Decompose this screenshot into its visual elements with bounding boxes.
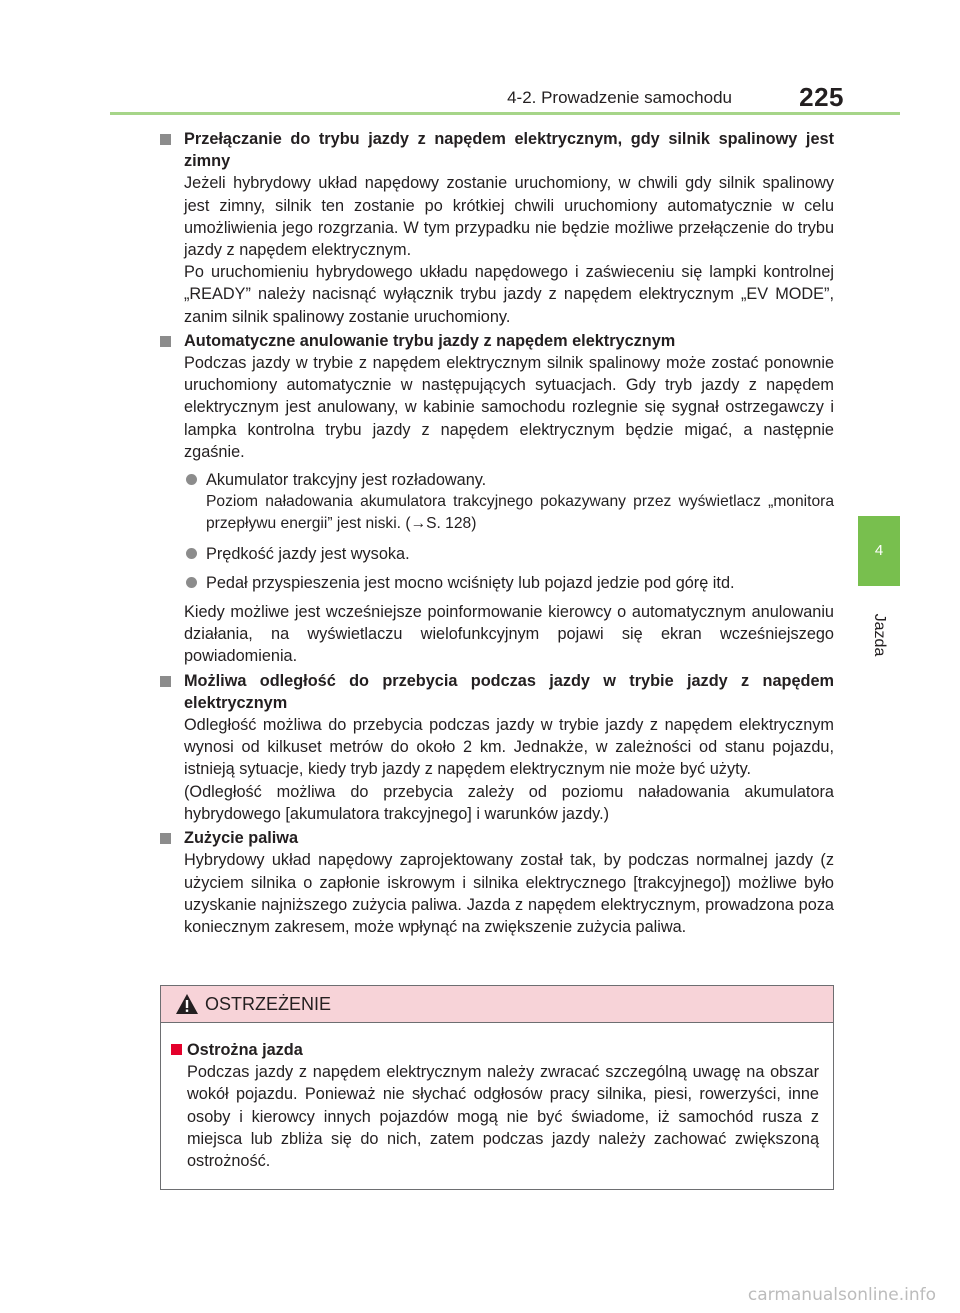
paragraph: Hybrydowy układ napędowy zaprojektowany został tak, by podczas normalnej jazdy (z użyciem silnika o zapłonie iskrowym i silnika elektrycznego [trakcyjnego]) możliwe było uzyskanie najniższego zużycia paliwa. Jazda z napędem elektrycznym, prowadzona poza koniecznym zakresem, może wpłynąć na zwiększenie zużycia paliwa. (184, 851, 834, 936)
paragraph: Po uruchomieniu hybrydowego układu napędowego i zaświeceniu się lampki kontrolnej „READY” należy nacisnąć wyłącznik trybu jazdy z napędem elektrycznym „EV MODE”, zanim silnik spalinowy zostanie uruchomiony. (184, 263, 834, 326)
page-content (160, 128, 834, 940)
red-square-bullet-icon (171, 1044, 182, 1055)
round-bullet-icon (186, 577, 197, 588)
section-title: Możliwa odległość do przebycia podczas jazdy w trybie jazdy z napędem elektrycznym (184, 671, 834, 712)
list-item (184, 469, 834, 536)
watermark: carmanualsonline.info (747, 1285, 936, 1305)
section-title: Zużycie paliwa (184, 829, 299, 848)
warning-header (161, 986, 833, 1023)
chapter-tab: 4 (858, 516, 900, 586)
warning-label: OSTRZEŻENIE (205, 994, 332, 1014)
warning-triangle-icon (175, 993, 199, 1015)
section-ev-range (160, 670, 834, 825)
round-bullet-icon (186, 474, 197, 485)
chapter-title: 4-2. Prowadzenie samochodu (507, 88, 732, 107)
square-bullet-icon (160, 336, 171, 347)
list-item-text: Pedał przyspieszenia jest mocno wciśnięty lub pojazd jedzie pod górę itd. (206, 573, 735, 592)
list-item (184, 572, 834, 594)
paragraph: (Odległość możliwa do przebycia zależy od poziomu naładowania akumulatora hybrydowego [akumulatora trakcyjnego] i warunków jazdy.) (184, 782, 834, 823)
square-bullet-icon (160, 676, 171, 687)
list-item (184, 543, 834, 565)
section-ev-cold-engine (160, 128, 834, 328)
section-title: Automatyczne anulowanie trybu jazdy z napędem elektrycznym (184, 331, 676, 350)
warning-body (161, 1023, 833, 1172)
warning-text: Podczas jazdy z napędem elektrycznym należy zwracać szczególną uwagę na obszar wokół pojazdu. Ponieważ nie słychać odgłosów pracy silnika, piesi, rowerzyści, inne osoby i kierowcy innych pojazdów mogą nie być świadome, iż samochód rusza z miejsca lub zbliża się do nich, zatem podczas jazdy należy zachować zwiększoną ostrożność. (187, 1063, 819, 1171)
paragraph: Jeżeli hybrydowy układ napędowy zostanie uruchomiony, w chwili gdy silnik spalinowy jest zimny, silnik ten zostanie po krótkiej chwili uruchomiony automatycznie w celu umożliwienia jego rozgrzania. W tym przypadku nie będzie możliwe przełączenie do trybu jazdy z napędem elektrycznym. (184, 174, 834, 260)
condition-list (184, 469, 834, 594)
section-title: Przełączanie do trybu jazdy z napędem elektrycznym, gdy silnik spalinowy jest zimny (184, 130, 834, 171)
warning-box (160, 985, 834, 1190)
square-bullet-icon (160, 833, 171, 844)
header-divider (110, 112, 900, 115)
list-item-text: Akumulator trakcyjny jest rozładowany. (206, 471, 487, 490)
section-ev-auto-cancel (160, 330, 834, 668)
list-item-text: Prędkość jazdy jest wysoka. (206, 544, 410, 563)
list-item-note: Poziom naładowania akumulatora trakcyjnego pokazywany przez wyświetlacz „monitora przepływu energii” jest niski. (→S. 128) (206, 493, 834, 533)
section-fuel-consumption (160, 827, 834, 938)
square-bullet-icon (160, 134, 171, 145)
paragraph: Kiedy możliwe jest wcześniejsze poinformowanie kierowcy o automatycznym anulowaniu działania, na wyświetlaczu wielofunkcyjnym pojawi się ekran wcześniejszego powiadomienia. (184, 603, 834, 666)
chapter-tab-label-text: Jazda (871, 613, 888, 657)
page-number: 225 (799, 82, 844, 112)
paragraph: Odległość możliwa do przebycia podczas jazdy w trybie jazdy z napędem elektrycznym wynosi od kilkuset metrów do około 2 km. Jednakże, w zależności od stanu pojazdu, istnieją sytuacje, kiedy tryb jazdy z napędem elektrycznym nie może być użyty. (184, 716, 834, 779)
chapter-tab-label (858, 600, 900, 670)
warning-subtitle: Ostrożna jazda (187, 1041, 303, 1059)
page-header (0, 84, 860, 114)
paragraph: Podczas jazdy w trybie z napędem elektrycznym silnik spalinowy może zostać ponownie uruchomiony automatycznie w następujących sytuacjach. Gdy tryb jazdy z napędem elektrycznym jest anulowany, w kabinie samochodu rozlegnie się sygnał ostrzegawczy i lampka kontrolna trybu jazdy z napędem elektrycznym będzie migać, a następnie zgaśnie. (184, 354, 834, 461)
round-bullet-icon (186, 548, 197, 559)
